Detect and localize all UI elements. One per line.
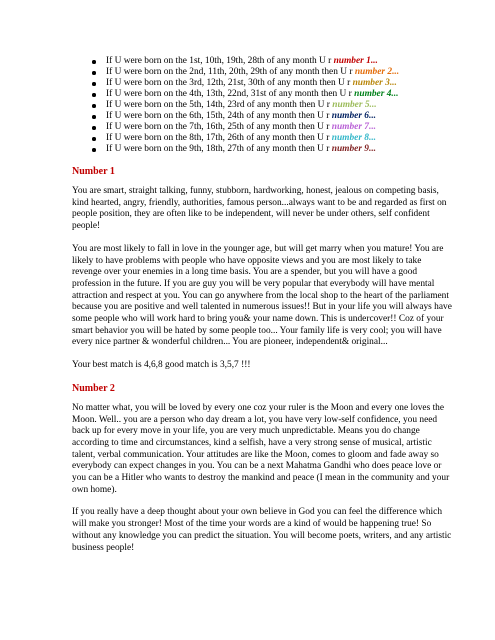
number-label: number 7... [331,122,377,132]
bullet-icon [92,126,96,130]
number-label: number 2... [354,67,400,77]
birthdate-list [106,56,455,155]
list-item: If U were born on the 5th, 14th, 23rd of any month then U r number 5... [106,100,455,111]
list-item: If U were born on the 4th, 13th, 22nd, 31st of any month then U r number 4... [106,89,455,100]
list-item: If U were born on the 2nd, 11th, 20th, 29th of any month then U r number 2... [106,67,455,78]
bullet-icon [92,93,96,97]
list-item: If U were born on the 7th, 16th, 25th of any month then U r number 7... [106,122,455,133]
bullet-icon [92,104,96,108]
section-heading-number-1: Number 1 [72,166,115,177]
bullet-icon [92,82,96,86]
number-label: number 5... [332,100,377,110]
bullet-icon [92,60,96,64]
list-item: If U were born on the 1st, 10th, 19th, 28th of any month U r number 1... [106,56,455,67]
bullet-icon [92,115,96,119]
paragraph: You are smart, straight talking, funny, stubborn, hardworking, honest, jealous on competing basis, kind hearted, angry, friendly, authorities, famous person...always want to be and regarded as first on people position, they are often like to be independent, will never be under others, self confident people! [72,186,447,232]
paragraph: Your best match is 4,6,8 good match is 3,5,7 !!! [72,360,251,371]
list-item: If U were born on the 9th, 18th, 27th of any month then U r number 9... [106,144,455,155]
list-item: If U were born on the 6th, 15th, 24th of any month then U r number 6... [106,111,455,122]
number-label: number 1... [333,56,378,66]
paragraph: No matter what, you will be loved by every one coz your ruler is the Moon and every one loves the Moon. Well.. you are a person who day dream a lot, you have very low-self confidence, you need back up for every move in your life, you are very much unpredictable. Means you do change according to time and circumstances, kind a selfish, have a very strong sense of musical, artistic talent, verbal communication. Your attitudes are like the Moon, comes to gloom and fade away so everybody can expect changes in you. You can be a next Mahatma Gandhi who does peace love or you can be a Hitler who wants to destroy the mankind and peace (I mean in the community and your own home). [72,402,450,495]
number-label: number 9... [331,144,377,154]
bullet-icon [92,137,96,141]
number-label: number 8... [331,133,377,143]
list-item: If U were born on the 3rd, 12th, 21st, 30th of any month then U r number 3... [106,78,455,89]
paragraph: If you really have a deep thought about your own believe in God you can feel the difference which will make you stronger! Most of the time your words are a kind of would be happening true! So without any knowledge you can predict the situation. You will become poets, writers, and any artistic business people! [72,507,452,553]
number-label: number 3... [352,78,397,88]
paragraph: You are most likely to fall in love in the younger age, but will get marry when you mature! You are likely to have problems with people who have opposite views and you are most likely to take revenge over your enemies in a long time basis. You are a spender, but you will have a good profession in the future. If you are guy you will be very popular that everybody will have mental attraction and respect at you. You can go anywhere from the local shop to the heart of the parliament because you are positive and well talented in numerous issues!! But in your life you will always have some people who will work hard to bring you& your name down. This is undercover!! Coz of your smart behavior you will be hated by some people too... Your family life is very cool; you will have every nice partner & wonderful children... You are pioneer, independent& original... [72,243,452,348]
bullet-icon [92,71,96,75]
number-label: number 4... [354,89,399,99]
bullet-icon [92,148,96,152]
list-item: If U were born on the 8th, 17th, 26th of any month then U r number 8... [106,133,455,144]
section-heading-number-2: Number 2 [72,382,115,394]
number-label: number 6... [331,111,377,121]
